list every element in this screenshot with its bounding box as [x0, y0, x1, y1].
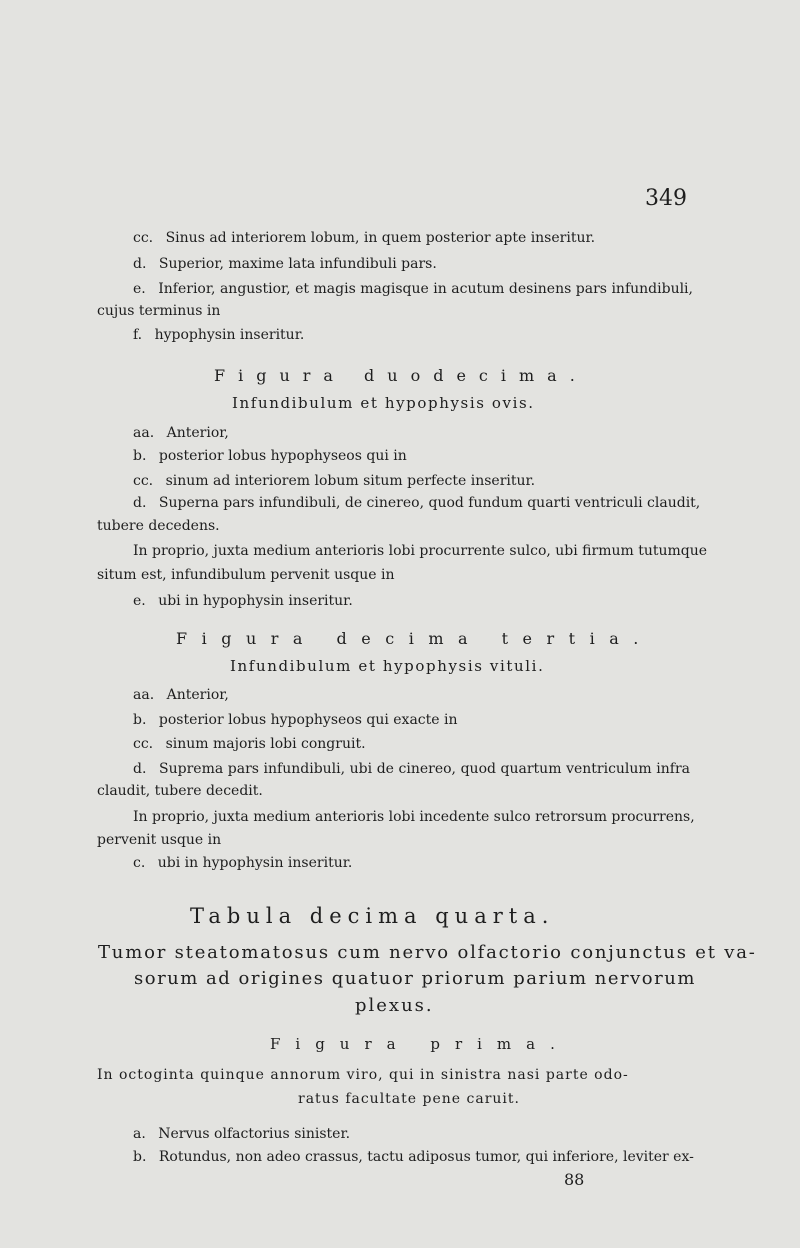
item-text: Anterior, [166, 425, 229, 441]
figure-subheading: Infundibulum et hypophysis vituli. [230, 657, 545, 675]
item-text: Anterior, [166, 687, 229, 703]
list-item [133, 1125, 350, 1143]
item-label: b. [133, 712, 147, 728]
page-number: 349 [645, 186, 687, 211]
item-text: claudit, tubere decedit. [97, 783, 263, 799]
plate-caption-line: sorum ad origines quatuor priorum parium nervorum [134, 968, 696, 989]
list-item [133, 592, 353, 610]
paragraph-line [133, 808, 695, 826]
item-label: d. [133, 761, 147, 777]
plate-title: Tabula decima quarta. [190, 904, 555, 928]
list-item [133, 326, 304, 344]
continuation-line [97, 566, 395, 584]
item-text: hypophysin inseritur. [154, 327, 305, 343]
list-item [133, 711, 458, 729]
list-item [133, 424, 229, 442]
paragraph-line [133, 542, 708, 560]
item-text: tubere decedens. [97, 518, 220, 534]
item-text: Nervus olfactorius sinister. [158, 1126, 351, 1142]
item-label: e. [133, 281, 146, 297]
item-label: d. [133, 495, 147, 511]
item-text: sinum ad interiorem lobum situm perfecte inseritur. [165, 473, 536, 489]
signature-mark: 88 [564, 1170, 585, 1189]
item-label: aa. [133, 425, 155, 441]
item-text: posterior lobus hypophyseos qui in [158, 448, 407, 464]
figure-heading: Figura duodecima. [214, 366, 588, 385]
item-text: In proprio, juxta medium anterioris lobi incedente sulco retrorsum procurrens, [133, 809, 695, 825]
item-label: d. [133, 256, 147, 272]
item-text: ubi in hypophysin inseritur. [157, 855, 353, 871]
list-item [133, 760, 690, 778]
list-item [133, 854, 352, 872]
figure-intro-line: In octoginta quinque annorum viro, qui in sinistra nasi parte odo- [97, 1067, 629, 1083]
item-label: b. [133, 448, 147, 464]
item-text: pervenit usque in [97, 832, 222, 848]
item-text: Superior, maxime lata infundibuli pars. [158, 256, 437, 272]
list-item [133, 255, 437, 273]
item-text: Superna pars infundibuli, de cinereo, quod fundum quarti ventriculi claudit, [158, 495, 701, 511]
item-text: Sinus ad interiorem lobum, in quem posterior apte inseritur. [165, 230, 596, 246]
item-label: c. [133, 855, 146, 871]
item-text: In proprio, juxta medium anterioris lobi procurrente sulco, ubi firmum tutumque [133, 543, 708, 559]
figure-heading: Figura decima tertia. [176, 629, 653, 648]
plate-caption-line: Tumor steatomatosus cum nervo olfactorio conjunctus et va- [98, 942, 757, 963]
list-item [133, 447, 407, 465]
continuation-line [97, 517, 220, 535]
item-label: f. [133, 327, 143, 343]
list-item [133, 229, 595, 247]
item-label: e. [133, 593, 146, 609]
continuation-line [97, 831, 221, 849]
item-label: aa. [133, 687, 155, 703]
plate-caption-line: plexus. [355, 995, 434, 1016]
item-text: ubi in hypophysin inseritur. [158, 593, 353, 609]
list-item [133, 1148, 694, 1166]
list-item [133, 280, 693, 298]
item-label: b. [133, 1149, 147, 1165]
continuation-line [97, 782, 263, 800]
list-item [133, 494, 701, 512]
list-item [133, 472, 535, 490]
item-label: a. [133, 1126, 146, 1142]
figure-intro-line: ratus facultate pene caruit. [298, 1091, 520, 1107]
item-label: cc. [133, 230, 154, 246]
item-text: Suprema pars infundibuli, ubi de cinereo, quod quartum ventriculum infra [159, 761, 690, 777]
item-text: Inferior, angustior, et magis magisque in acutum desinens pars infundibuli, [158, 281, 693, 297]
item-text: cujus terminus in [97, 303, 221, 319]
figure-subheading: Infundibulum et hypophysis ovis. [232, 394, 535, 412]
item-text: sinum majoris lobi congruit. [165, 736, 366, 752]
figure-heading: Figura prima. [270, 1035, 570, 1053]
list-item [133, 686, 229, 704]
item-text: situm est, infundibulum pervenit usque in [97, 567, 395, 583]
item-text: posterior lobus hypophyseos qui exacte in [158, 712, 458, 728]
item-label: cc. [133, 736, 154, 752]
item-label: cc. [133, 473, 154, 489]
item-text: Rotundus, non adeo crassus, tactu adiposus tumor, qui inferiore, leviter ex- [158, 1149, 694, 1165]
continuation-line [97, 302, 220, 320]
list-item [133, 735, 366, 753]
